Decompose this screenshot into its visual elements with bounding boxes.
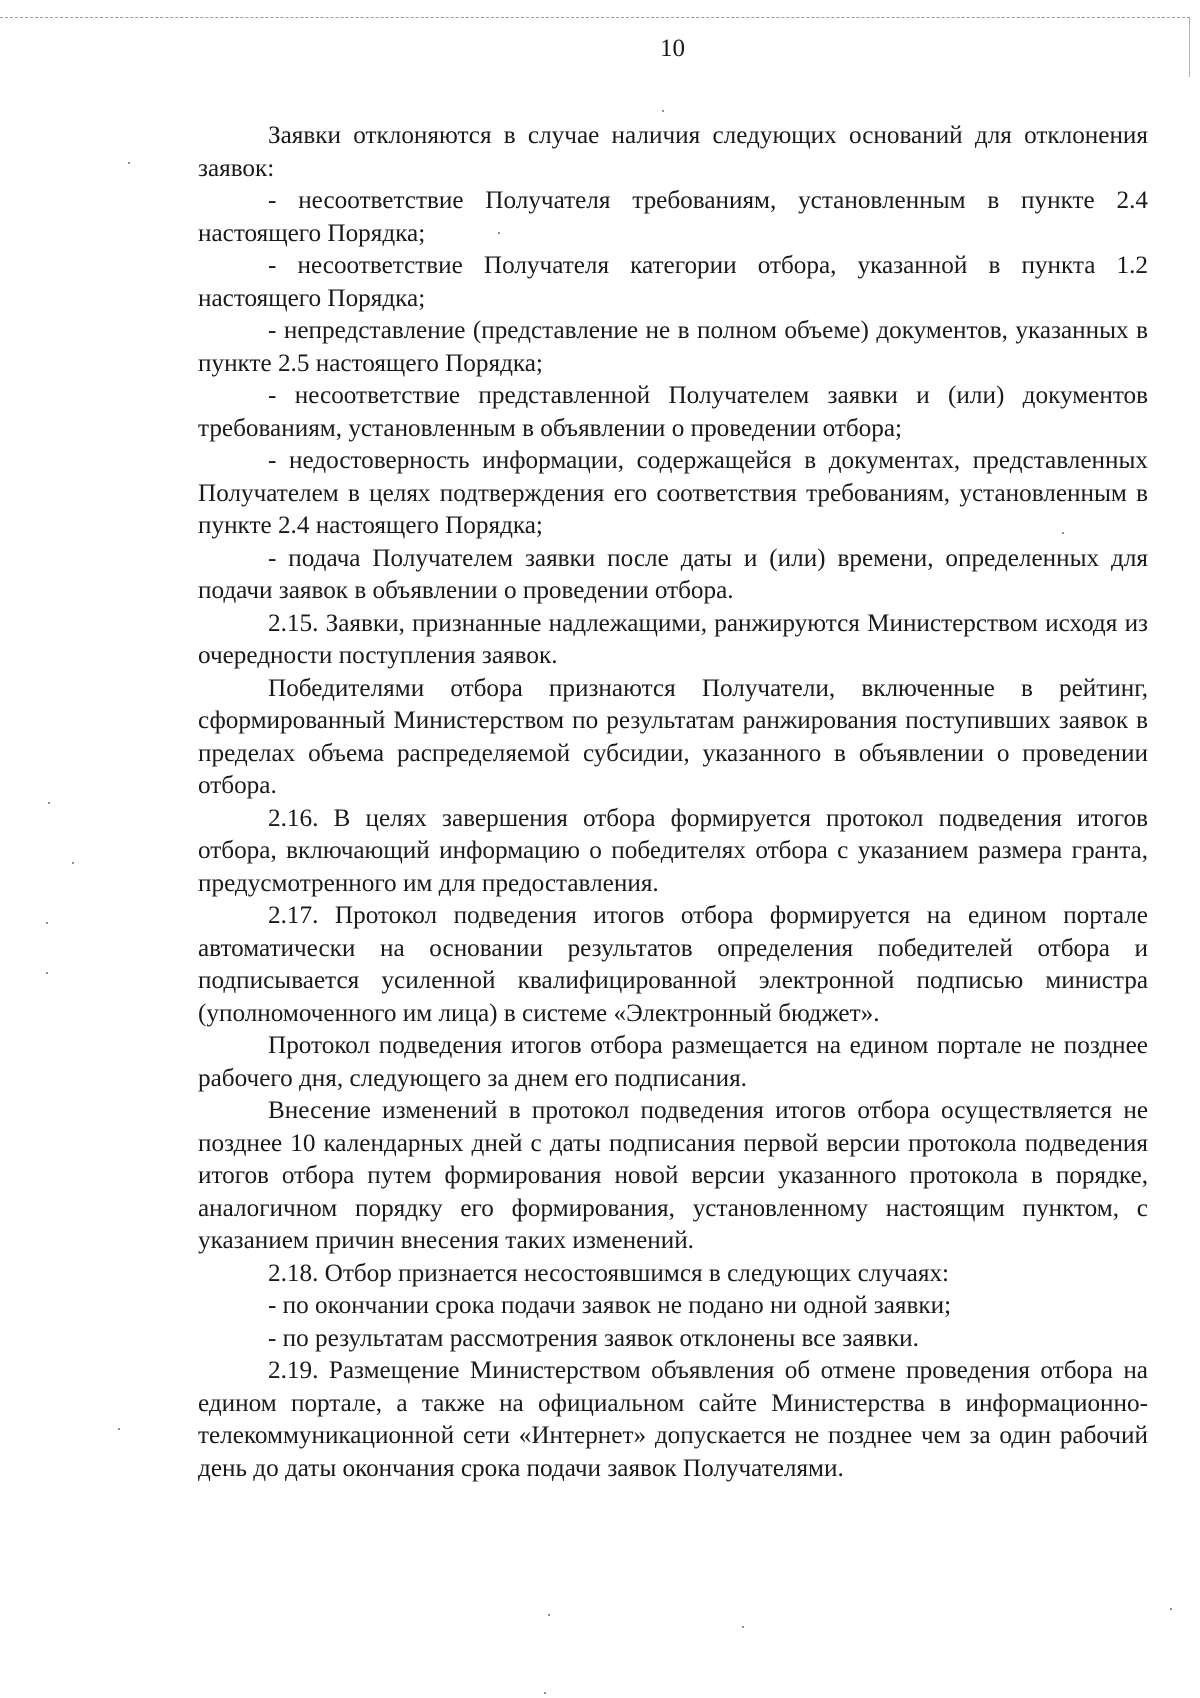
paragraph: - недостоверность информации, содержащейся в документах, представленных Получателем в целях подтверждения его соответствия требованиям, установленным в пункте 2.4 настоящего Порядка; [198,447,1148,539]
scan-speck [662,110,664,112]
paragraph: Протокол подведения итогов отбора размещается на едином портале не позднее рабочего дня, следующего за днем его подписания. [198,1032,1148,1092]
scan-edge-top [0,17,1190,18]
scan-speck [128,162,130,164]
paragraph: - по окончании срока подачи заявок не подано ни одной заявки; [268,1292,952,1319]
paragraph: - несоответствие Получателя требованиям, установленным в пункте 2.4 настоящего Порядка; [198,187,1148,247]
scan-speck [118,1428,120,1430]
paragraph: - несоответствие Получателя категории отбора, указанной в пункта 1.2 настоящего Порядка; [198,252,1148,312]
scan-speck [72,862,74,864]
document-body [198,120,1148,1485]
page-number: 10 [660,35,685,62]
scan-speck [46,972,48,974]
paragraph: 2.19. Размещение Министерством объявления об отмене проведения отбора на едином портале, а также на официальном сайте Министерства в информационно-телекоммуникационной сети «Интернет» допускается не позднее чем за один рабочий день до даты окончания срока подачи заявок Получателями. [198,1357,1148,1482]
scan-speck [544,1692,546,1694]
scan-speck [548,1614,550,1616]
scan-speck [498,232,500,234]
paragraph: 2.18. Отбор признается несостоявшимся в следующих случаях: [268,1259,950,1287]
scan-speck [46,922,48,924]
scan-speck [1170,1608,1172,1610]
scan-speck [742,1626,744,1628]
paragraph: Победителями отбора признаются Получатели, включенные в рейтинг, сформированный Министерством по результатам ранжирования поступивших заявок в пределах объема распределяемой субсидии, указанного в объявлении о проведении отбора. [198,674,1148,799]
paragraph: - подача Получателем заявки после даты и (или) времени, определенных для подачи заявок в объявлении о проведении отбора. [198,544,1148,604]
paragraph: 2.15. Заявки, признанные надлежащими, ранжируются Министерством исходя из очередности поступления заявок. [198,609,1148,669]
paragraph: 2.16. В целях завершения отбора формируется протокол подведения итогов отбора, включающий информацию о победителях отбора с указанием размера гранта, предусмотренного им для предоставления. [198,804,1148,897]
paragraph: - несоответствие представленной Получателем заявки и (или) документов требованиям, установленным в объявлении о проведении отбора; [198,382,1148,442]
scan-speck [1062,532,1064,534]
paragraph: Внесение изменений в протокол подведения итогов отбора осуществляется не позднее 10 календарных дней с даты подписания первой версии протокола подведения итогов отбора путем формирования новой версии указанного протокола в порядке, аналогичном порядку его формирования, установленному настоящим пунктом, с указанием причин внесения таких изменений. [198,1097,1148,1254]
paragraph: - по результатам рассмотрения заявок отклонены все заявки. [268,1324,919,1352]
paragraph: 2.17. Протокол подведения итогов отбора формируется на едином портале автоматически на основании результатов определения победителей отбора и подписывается усиленной квалифицированной электронной подписью министра (уполномоченного им лица) в системе «Электронный бюджет». [198,902,1148,1027]
scan-speck [48,802,50,804]
paragraph: - непредставление (представление не в полном объеме) документов, указанных в пункте 2.5 настоящего Порядка; [198,317,1148,377]
paragraph: Заявки отклоняются в случае наличия следующих оснований для отклонения заявок: [198,122,1148,182]
